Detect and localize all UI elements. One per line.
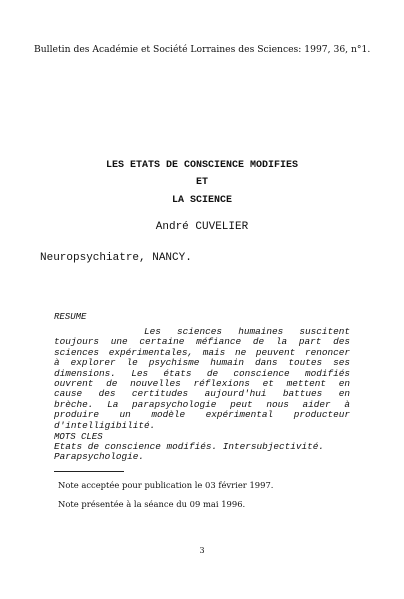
abstract-line: sciences expérimentales, mais ne peuvent renoncer	[54, 346, 350, 358]
abstract-line: toujours une certaine méfiance de la part des	[54, 336, 350, 348]
title-line-2: ET	[195, 177, 208, 188]
author-affiliation: Neuropsychiatre, NANCY.	[40, 252, 192, 264]
keywords-line: Etats de conscience modifiés. Intersubjectivité.	[54, 441, 325, 452]
abstract-heading: RESUME	[54, 312, 87, 322]
note-presented: Note présentée à la séance du 09 mai 1996.	[58, 499, 246, 509]
note-accepted: Note acceptée pour publication le 03 février 1997.	[58, 480, 274, 490]
abstract-body	[54, 327, 350, 431]
abstract-line: dimensions. Les états de conscience modifiés	[54, 367, 350, 379]
title-line-1: LES ETATS DE CONSCIENCE MODIFIES	[105, 160, 299, 171]
abstract-line: produire un modèle expérimental producteur	[54, 409, 350, 421]
keywords-heading: MOTS CLES	[54, 432, 103, 442]
abstract-line: cause des certitudes aujourd'hui battues en	[54, 388, 350, 400]
author-name: André CUVELIER	[155, 221, 249, 233]
footnote-rule	[54, 471, 124, 472]
keywords-line: Parapsychologie.	[54, 451, 145, 463]
keywords-body	[54, 442, 350, 463]
title-line-3: LA SCIENCE	[171, 195, 232, 206]
abstract-line: d'intelligibilité.	[54, 419, 156, 431]
page-number: 3	[199, 546, 205, 555]
abstract-line: brèche. La parapsychologie peut nous aider à	[54, 398, 350, 410]
abstract-line: à explorer le psychisme humain dans toutes ses	[54, 357, 350, 369]
journal-citation: Bulletin des Académie et Société Lorraines des Sciences: 1997, 36, n°1.	[34, 44, 371, 55]
abstract-line: ouvrent de nouvelles réflexions et mettent en	[54, 377, 350, 389]
abstract-line: Les sciences humaines suscitent	[144, 326, 350, 337]
